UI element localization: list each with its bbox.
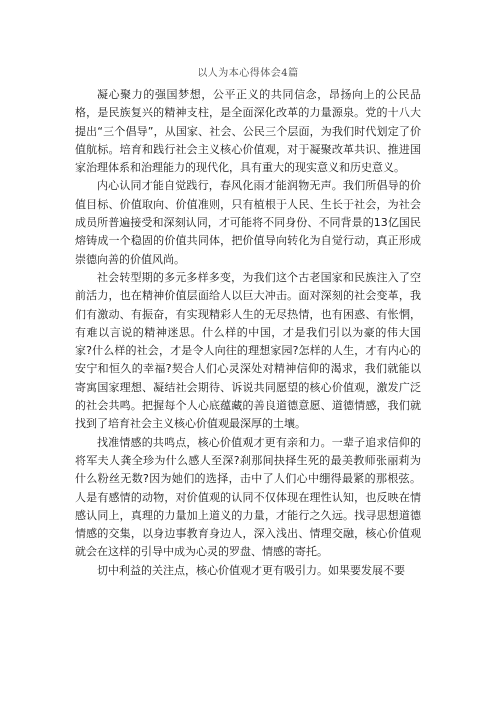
- paragraph: 切中利益的关注点，核心价值观才更有吸引力。如果要发展不要: [97, 563, 405, 577]
- paragraph: 找准情感的共鸣点，核心价值观才更有亲和力。一辈子追求信仰的将军夫人龚全珍为什么感人至深?刹那间抉择生死的最美教师张丽莉为什么粉丝无数?因为她们的选择，击中了人们心中绷得最紧的那根弦。人是有感情的动物，对价值观的认同不仅体现在理性认知，也反映在情感认同上，真理的力量加上道义的力量，才能行之久远。找寻思想道德情感的交集，以身边事教育身边人，深入浅出、情理交融，核心价值观就会在这样的引导中成为心灵的罗盘、情感的寄托。: [75, 435, 421, 559]
- document-title: 以人为本心得体会4篇: [197, 68, 299, 79]
- paragraph: 凝心聚力的强国梦想，公平正义的共同信念，昂扬向上的公民品格，是民族复兴的精神支柱，是全面深化改革的力量源泉。党的十八大提出“三个倡导”，从国家、社会、公民三个层面，为我们时代划定了价值航标。培育和践行社会主义核心价值观，对于凝聚改革共识、推进国家治理体系和治理能力的现代化，具有重大的现实意义和历史意义。: [75, 88, 421, 175]
- paragraph: 内心认同才能自觉践行，春风化雨才能润物无声。我们所倡导的价值目标、价值取向、价值准则，只有植根于人民、生长于社会，为社会成员所普遍接受和深刻认同，才可能将不同身份、不同背景的13亿国民熔铸成一个稳固的价值共同体，把价值导向转化为自觉行动，真正形成崇德向善的价值风尚。: [75, 179, 421, 266]
- paragraph: 社会转型期的多元多样多变，为我们这个古老国家和民族注入了空前活力，也在精神价值层面给人以巨大冲击。面对深刻的社会变革，我们有激动、有振奋，有实现精彩人生的无尽热情，也有困惑、有怅惘，有难以言说的精神迷思。什么样的中国，才是我们引以为豪的伟大国家?什么样的社会，才是令人向往的理想家园?怎样的人生，才有内心的安宁和恒久的幸福?契合人们心灵深处对精神信仰的渴求，我们就能以寄寓国家理想、凝结社会期待、诉说共同愿望的核心价值观，激发广泛的社会共鸣。把握每个人心底蕴藏的善良道德意愿、道德情感，我们就找到了培育社会主义核心价值观最深厚的土壤。: [75, 270, 421, 431]
- document-body: [75, 86, 421, 580]
